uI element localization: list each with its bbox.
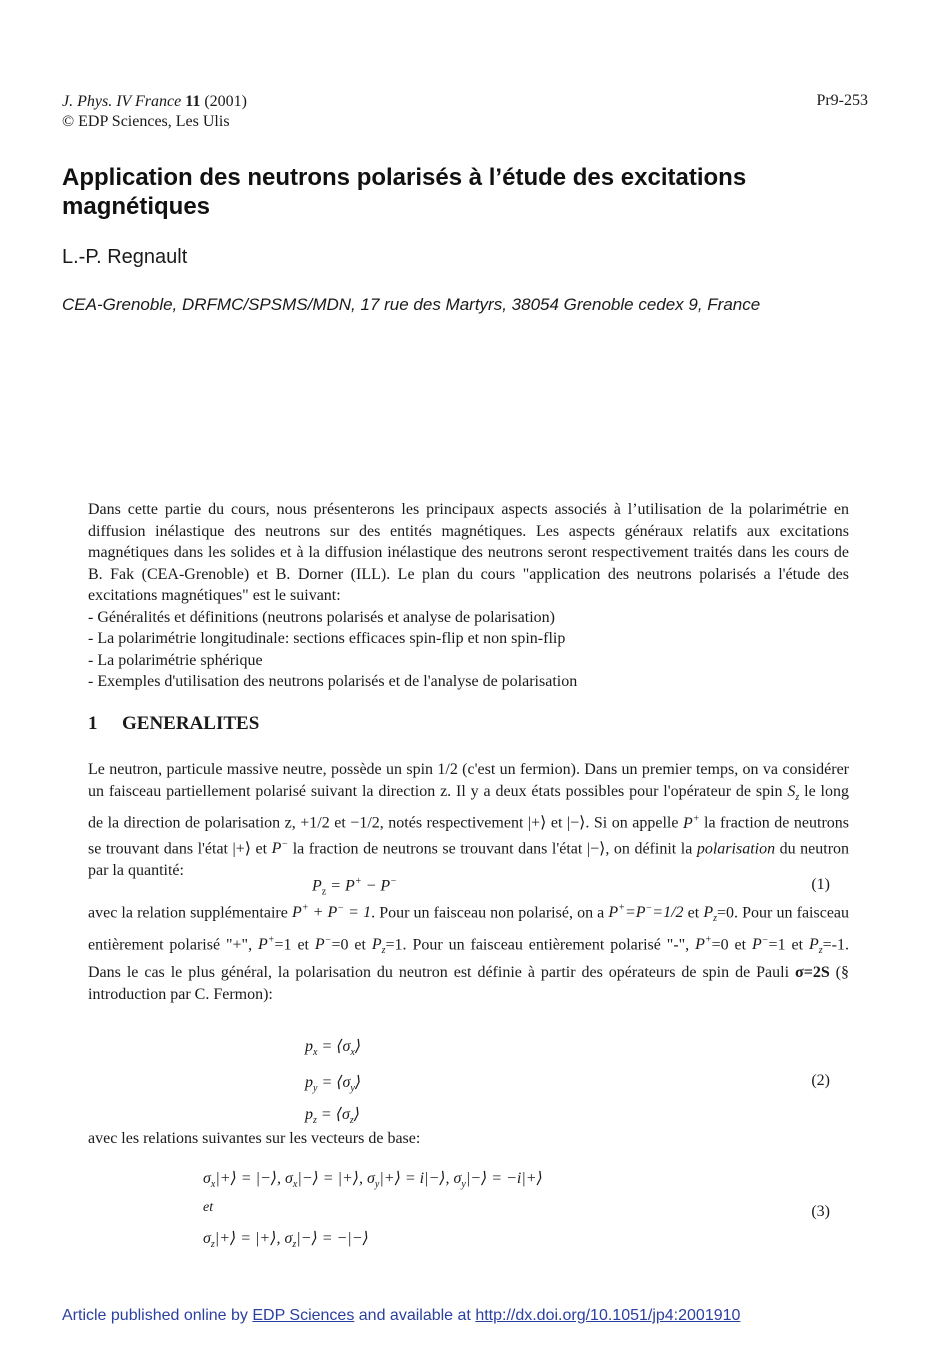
equation-3-line-2: $\sigma_z|+⟩$ = |+⟩, $\sigma_z|-⟩$ = −|−⟩ [203, 1230, 369, 1251]
doi-link[interactable]: http://dx.doi.org/10.1051/jp4:2001910 [475, 1307, 741, 1324]
abstract [88, 499, 849, 693]
publisher-link[interactable]: EDP Sciences [252, 1307, 355, 1324]
equation-1: $P_z = P^+ - P^-$ [312, 876, 397, 898]
abstract-item: - Généralités et définitions (neutrons polarisés et analyse de polarisation) [88, 608, 555, 626]
paragraph-2: avec la relation supplémentaire P+ + P− = 1. Pour un faisceau non polarisé, on a P+=P−=1/2 et $P_z=0$. Pour un faisceau entièrement polarisé "+", P+=1 et P−=0 et $P_z=1$. Pour un faisceau entièrement polarisé "-", P+=0 et P−=1 et $P_z=-1$. Dans le cas le plus général, la polarisation du neutron est définie à partir des opérateurs de spin de Pauli σ=2S (§ introduction par C. Fermon): [88, 903, 850, 1003]
paragraph-1: Le neutron, particule massive neutre, possède un spin 1/2 (c'est un fermion). Dans un premier temps, on va considérer un faisceau partiellement polarisé suivant la direction z. Il y a deux états possibles pour l'opérateur de spin $S_z$ le long de la direction de polarisation z, +1/2 et −1/2, notés respectivement |+⟩ et |−⟩. Si on appelle P+ la fraction de neutrons se trouvant dans l'état |+⟩ et P− la fraction de neutrons se trouvant dans l'état |−⟩, on définit la polarisation du neutron par la quantité: [88, 761, 850, 879]
abstract-item: - Exemples d'utilisation des neutrons polarisés et de l'analyse de polarisation [88, 673, 578, 690]
author: L.-P. Regnault [62, 246, 188, 268]
term-polarisation: polarisation [696, 840, 776, 858]
abstract-text: Dans cette partie du cours, nous présenterons les principaux aspects associés à l’utilisation de la polarimétrie en diffusion inélastique des neutrons sur des entités magnétiques. Les aspects généraux relatifs aux excitations magnétiques dans les solides et à la diffusion inélastique des neutrons seront respectivement traités dans les cours de B. Fak (CEA-Grenoble) et B. Dorner (ILL). Le plan du cours "application des neutrons polarisés a l'étude des excitations magnétiques" est le suivant: [88, 501, 849, 604]
equation-2-number: (2) [811, 1072, 830, 1089]
abstract-item: - La polarimétrie longitudinale: sections efficaces spin-flip et non spin-flip [88, 630, 566, 647]
paper-title: Application des neutrons polarisés à l’étude des excitations magnétiques [62, 164, 747, 220]
affiliation: CEA-Grenoble, DRFMC/SPSMS/MDN, 17 rue des Martyrs, 38054 Grenoble cedex 9, France [62, 295, 761, 314]
copyright: © EDP Sciences, Les Ulis [62, 113, 230, 130]
equation-3-number: (3) [811, 1203, 830, 1220]
journal-citation [62, 92, 247, 132]
page-id: Pr9-253 [816, 92, 868, 109]
equation-1-number: (1) [811, 876, 830, 893]
section-number: 1 [88, 713, 98, 734]
equation-2-py: $p_y$ = $⟨\sigma_y⟩$ [305, 1074, 362, 1095]
pauli-sigma: σ=2S [795, 964, 830, 982]
equation-3-et: et [203, 1200, 214, 1215]
equation-2-pz: $p_z$ = $⟨\sigma_z⟩$ [305, 1106, 360, 1127]
section-title: GENERALITES [122, 713, 260, 734]
journal-year: (2001) [204, 93, 247, 110]
abstract-item: - La polarimétrie sphérique [88, 651, 263, 669]
equation-2-px: $p_x$ = $⟨\sigma_x⟩$ [305, 1038, 362, 1059]
equation-3-line-1: $\sigma_x|+⟩$ = |−⟩, $\sigma_x|-⟩$ = |+⟩, $\sigma_y|+⟩$ = i|−⟩, $\sigma_y|-⟩$ = −i|+⟩ [203, 1170, 543, 1191]
relations-intro: avec les relations suivantes sur les vecteurs de base: [88, 1130, 421, 1147]
section-heading [88, 713, 259, 735]
publication-footer: Article published online by EDP Sciences and available at http://dx.doi.org/10.1051/jp4:2001910 [62, 1307, 741, 1324]
journal-volume: 11 [185, 93, 201, 110]
journal-name: J. Phys. IV France [62, 93, 182, 110]
